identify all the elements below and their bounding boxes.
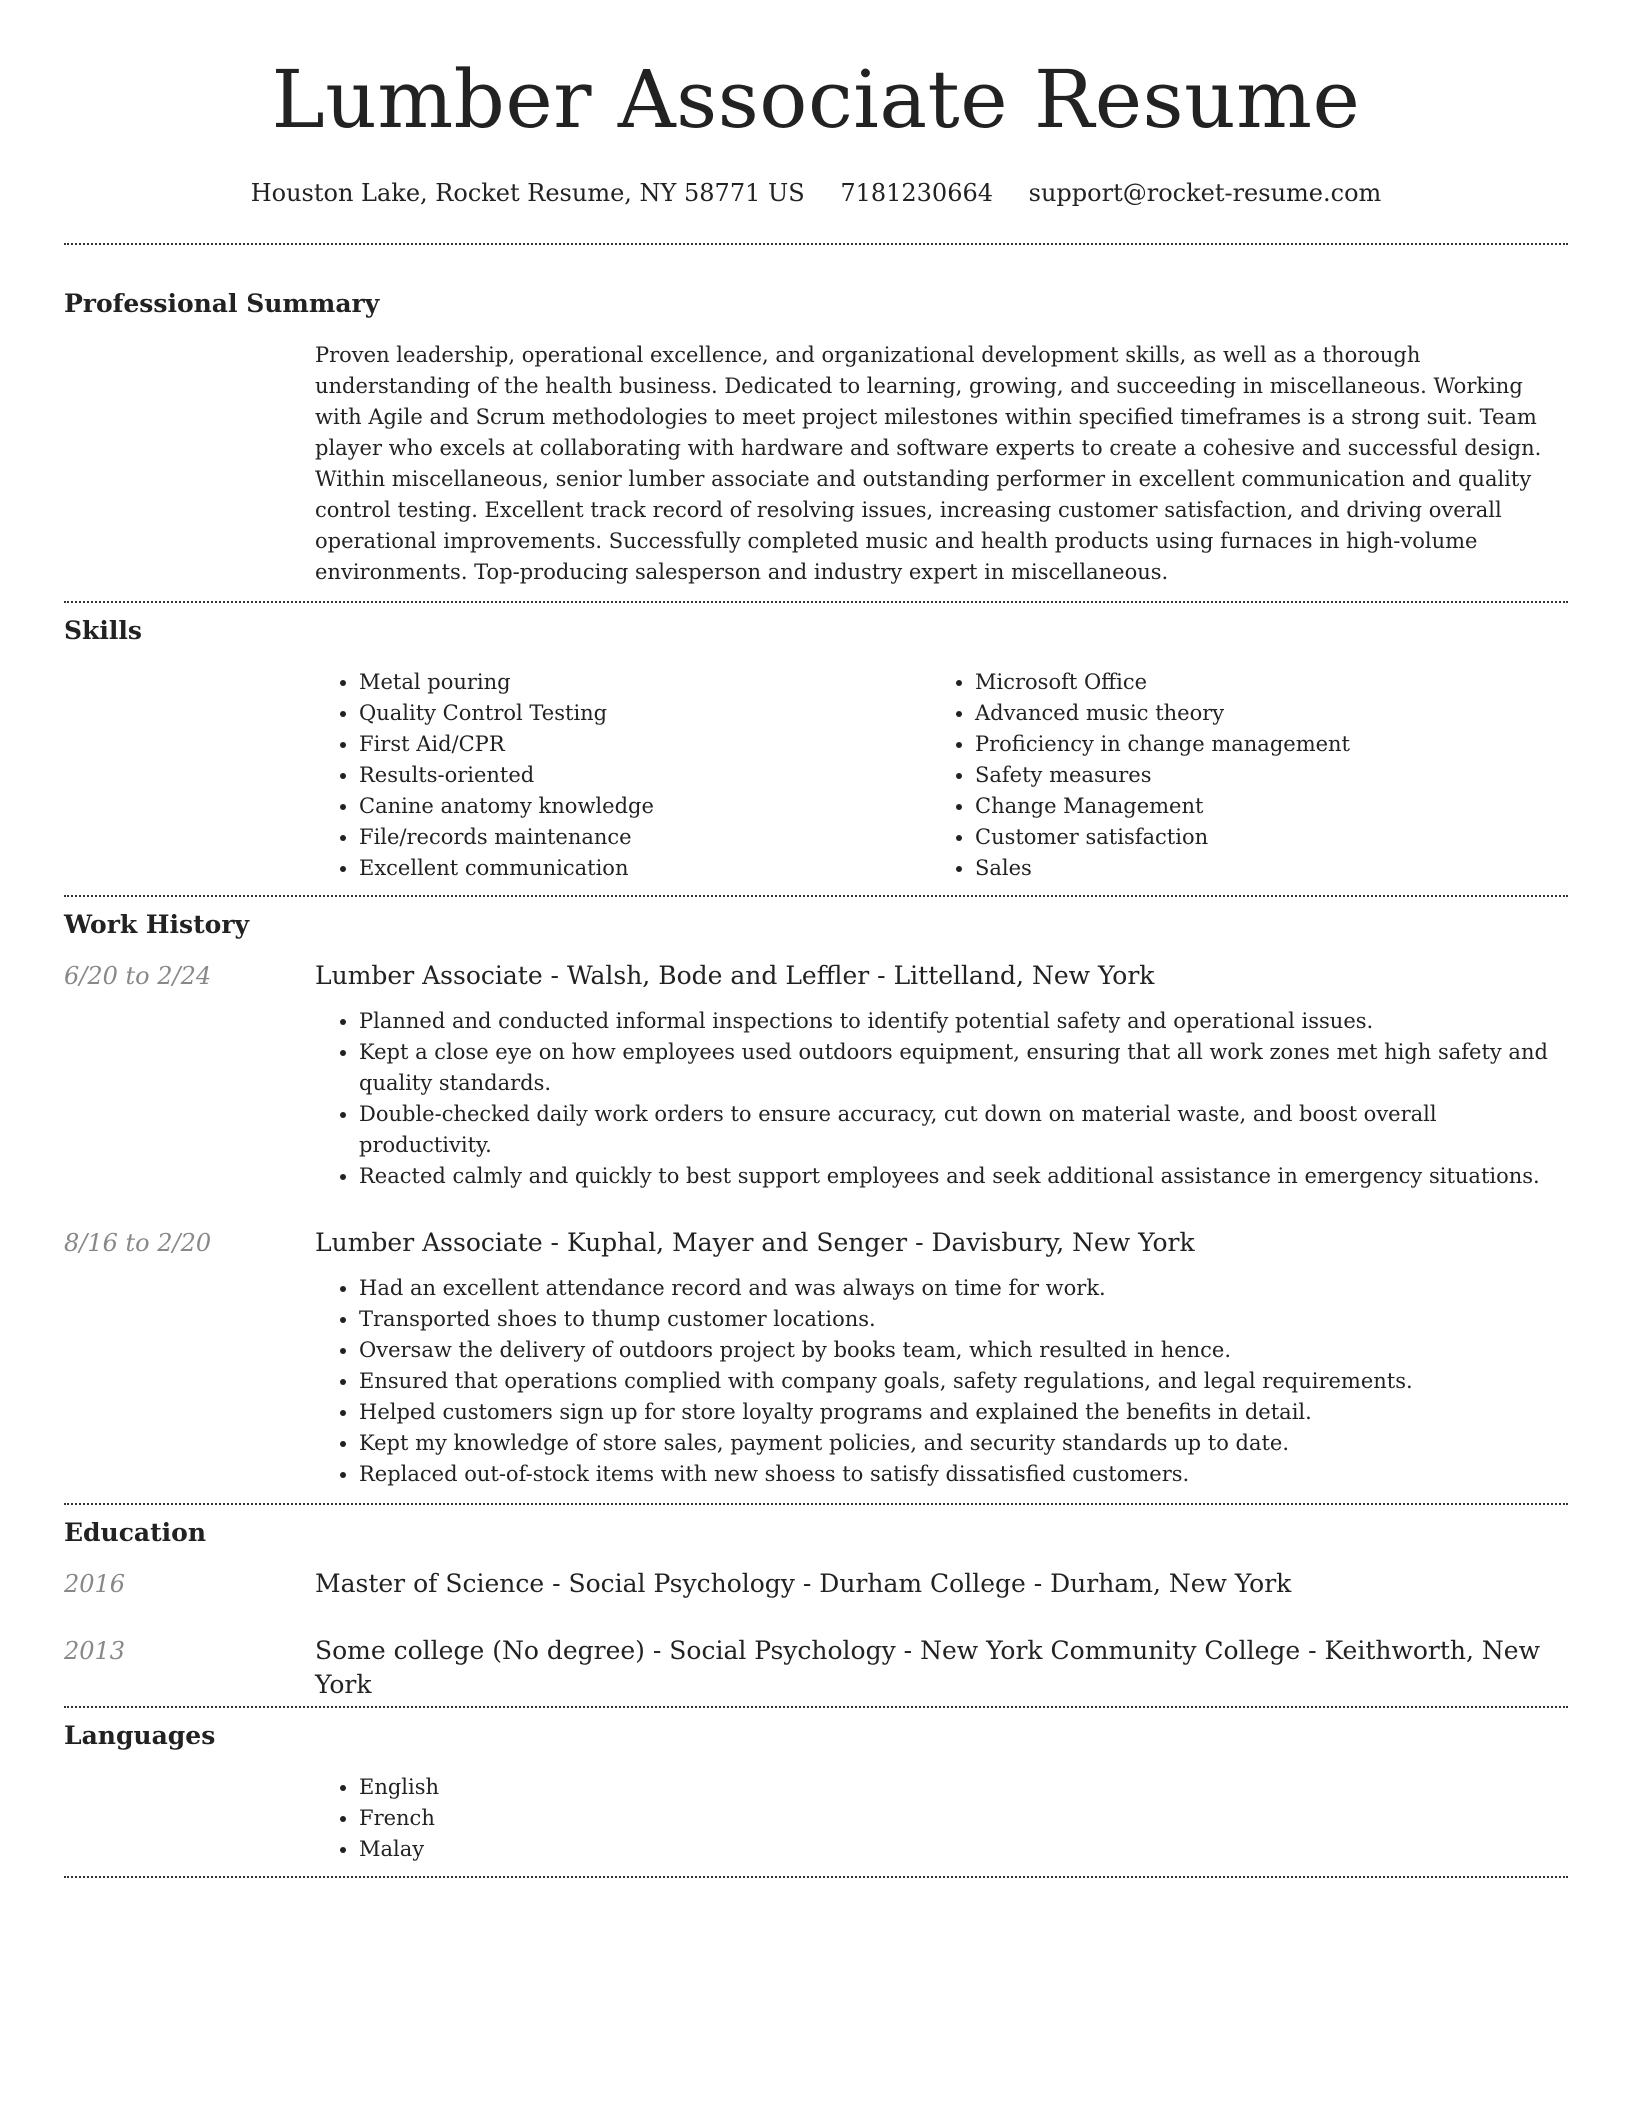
job-bullet: • Helped customers sign up for store loyalty programs and explained the benefits in detail. — [359, 1397, 1568, 1428]
skill-item: • Excellent communication — [359, 853, 931, 884]
contact-line — [64, 176, 1568, 210]
job-body — [315, 1226, 1568, 1490]
language-item: • English — [359, 1772, 1568, 1803]
education-entry — [64, 1567, 1568, 1601]
skill-item: • Microsoft Office — [975, 667, 1547, 698]
education-heading: Some college (No degree) - Social Psychology - New York Community College - Keithworth, New York — [315, 1636, 1540, 1699]
education-section — [64, 1517, 1568, 1702]
job-bullets — [315, 1273, 1568, 1490]
job-entry — [64, 1226, 1568, 1490]
skills-column-left — [315, 667, 931, 884]
skills-section — [64, 615, 1568, 884]
contact-email: support@rocket-resume.com — [1028, 179, 1382, 207]
skill-item: • Advanced music theory — [975, 698, 1547, 729]
skills-list-right — [931, 667, 1547, 884]
job-entry — [64, 959, 1568, 1192]
job-bullet: • Replaced out-of-stock items with new shoess to satisfy dissatisfied customers. — [359, 1459, 1568, 1490]
resume-title: Lumber Associate Resume — [271, 53, 1361, 146]
section-divider — [64, 601, 1568, 603]
job-bullet: • Oversaw the delivery of outdoors project by books team, which resulted in hence. — [359, 1335, 1568, 1366]
language-item: • Malay — [359, 1834, 1568, 1865]
education-year: 2013 — [64, 1637, 126, 1665]
languages-title: Languages — [64, 1721, 216, 1750]
job-bullet: • Double-checked daily work orders to ensure accuracy, cut down on material waste, and boost overall productivity. — [359, 1099, 1568, 1161]
job-bullet: • Kept my knowledge of store sales, payment policies, and security standards up to date. — [359, 1428, 1568, 1459]
skills-column-right — [931, 667, 1547, 884]
education-year: 2016 — [64, 1570, 126, 1598]
skill-item: • Proficiency in change management — [975, 729, 1547, 760]
job-bullet: • Planned and conducted informal inspections to identify potential safety and operational issues. — [359, 1006, 1568, 1037]
section-divider — [64, 1503, 1568, 1505]
skills-grid — [315, 667, 1568, 884]
summary-section — [64, 288, 1568, 588]
job-dates: 6/20 to 2/24 — [64, 962, 212, 990]
skill-item: • Safety measures — [975, 760, 1547, 791]
job-heading: Lumber Associate - Kuphal, Mayer and Senger - Davisbury, New York — [315, 1228, 1195, 1257]
resume-header — [64, 0, 1568, 210]
job-body — [315, 959, 1568, 1192]
job-bullet: • Reacted calmly and quickly to best support employees and seek additional assistance in emergency situations. — [359, 1161, 1568, 1192]
skill-item: • Metal pouring — [359, 667, 931, 698]
languages-section — [64, 1720, 1568, 1865]
skill-item: • Quality Control Testing — [359, 698, 931, 729]
summary-title: Professional Summary — [64, 289, 380, 318]
education-heading: Master of Science - Social Psychology - Durham College - Durham, New York — [315, 1569, 1292, 1598]
skill-item: • File/records maintenance — [359, 822, 931, 853]
job-dates: 8/16 to 2/20 — [64, 1229, 212, 1257]
work-history-title: Work History — [64, 910, 250, 939]
summary-text: Proven leadership, operational excellence, and organizational development skills, as well as a thorough understanding of the health business. Dedicated to learning, growing, and succeeding in miscellaneous. Working with Agile and Scrum methodologies to meet project milestones within specified timeframes is a strong suit. Team player who excels at collaborating with hardware and software experts to create a cohesive and successful design. Within miscellaneous, senior lumber associate and outstanding performer in excellent communication and quality control testing. Excellent track record of resolving issues, increasing customer satisfaction, and driving overall operational improvements. Successfully completed music and health products using furnaces in high-volume environments. Top-producing salesperson and industry expert in miscellaneous. — [315, 343, 1542, 584]
job-bullets — [315, 1006, 1568, 1192]
job-heading: Lumber Associate - Walsh, Bode and Leffler - Littelland, New York — [315, 961, 1155, 990]
job-bullet: • Ensured that operations complied with company goals, safety regulations, and legal requirements. — [359, 1366, 1568, 1397]
skills-title: Skills — [64, 616, 142, 645]
work-history-section — [64, 909, 1568, 1490]
section-divider — [64, 1876, 1568, 1878]
contact-phone: 7181230664 — [840, 179, 994, 207]
skill-item: • Results-oriented — [359, 760, 931, 791]
languages-list — [315, 1772, 1568, 1865]
languages-list-wrapper — [315, 1772, 1568, 1865]
skill-item: • Canine anatomy knowledge — [359, 791, 931, 822]
skills-list-left — [315, 667, 931, 884]
section-divider — [64, 895, 1568, 897]
job-bullet: • Kept a close eye on how employees used outdoors equipment, ensuring that all work zones met high safety and quality standards. — [359, 1037, 1568, 1099]
skill-item: • Change Management — [975, 791, 1547, 822]
section-divider — [64, 243, 1568, 245]
contact-address: Houston Lake, Rocket Resume, NY 58771 US — [250, 179, 805, 207]
job-bullet: • Had an excellent attendance record and was always on time for work. — [359, 1273, 1568, 1304]
job-bullet: • Transported shoes to thump customer locations. — [359, 1304, 1568, 1335]
skill-item: • Customer satisfaction — [975, 822, 1547, 853]
skill-item: • Sales — [975, 853, 1547, 884]
skill-item: • First Aid/CPR — [359, 729, 931, 760]
language-item: • French — [359, 1803, 1568, 1834]
education-entry — [64, 1634, 1568, 1702]
education-title: Education — [64, 1518, 207, 1547]
section-divider — [64, 1706, 1568, 1708]
